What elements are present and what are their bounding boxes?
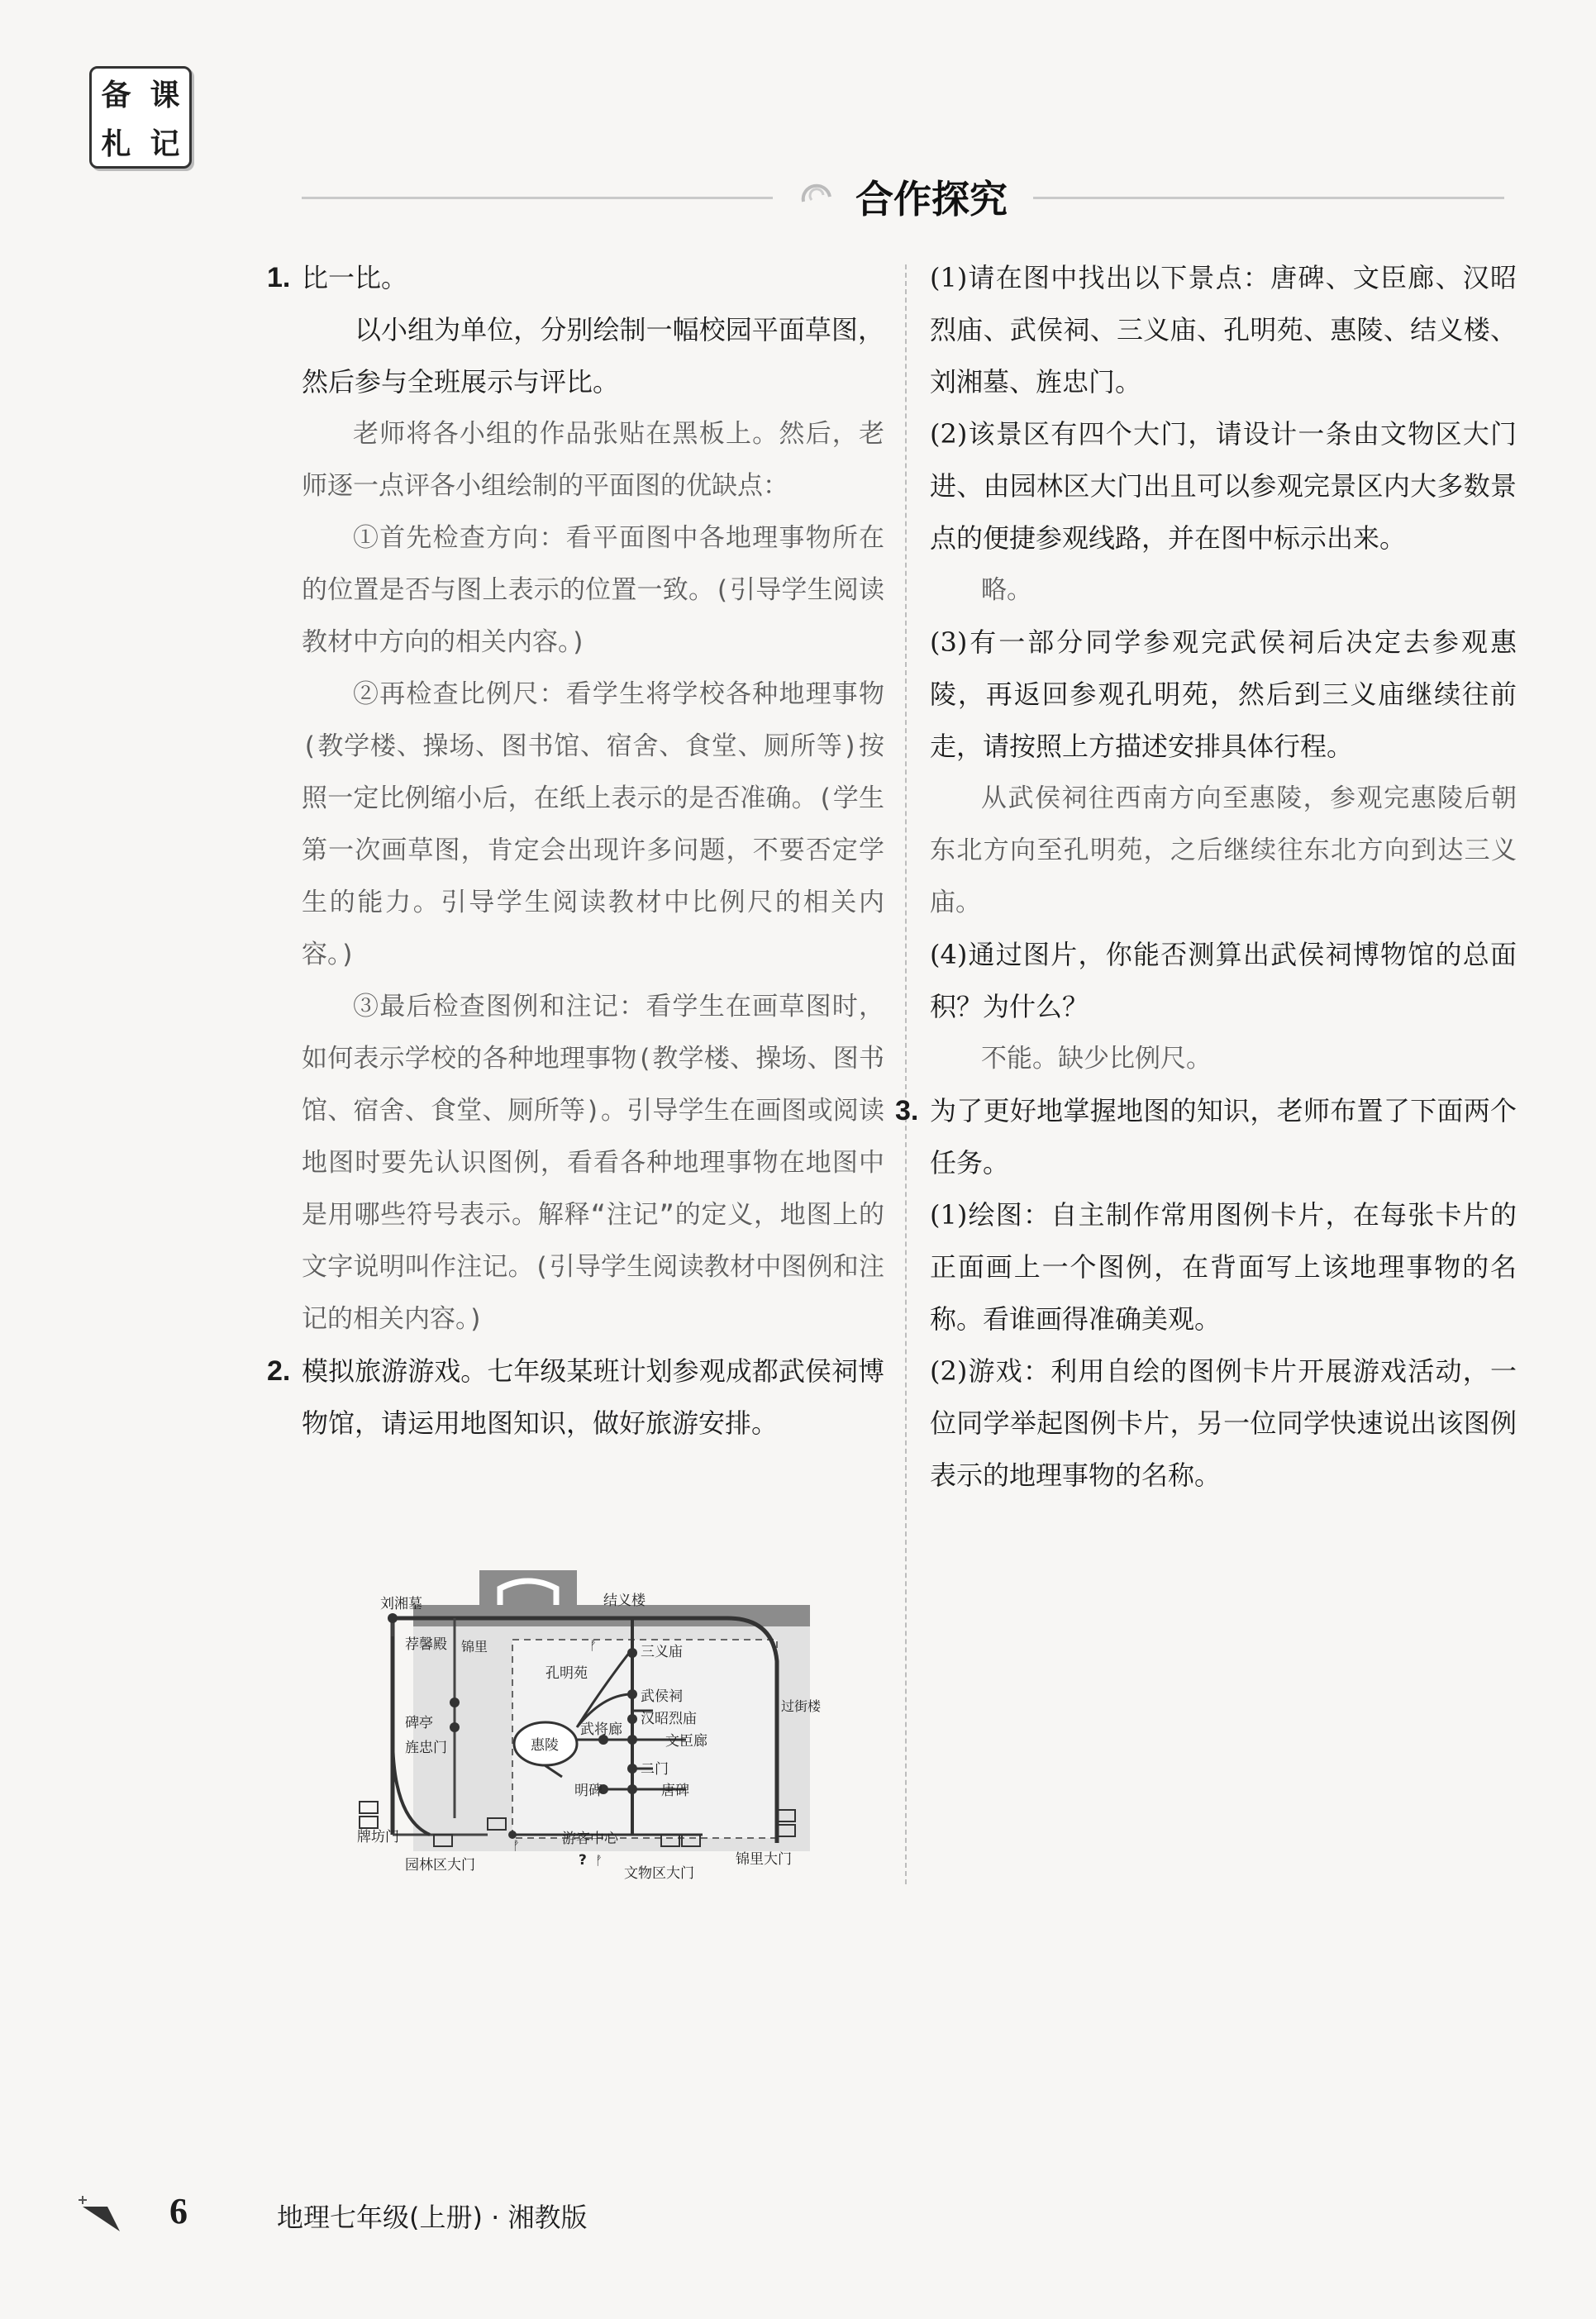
answer-text: ③最后检查图例和注记：看学生在画草图时，如何表示学校的各种地理事物(教学楼、操场、图书馆、宿舍、食堂、厕所等)。引导学生在画图或阅读地图时要先认识图例，看看各种地理事物在地图中是用哪些符号表示。解释“注记”的定义，地图上的文字说明叫作注记。(引导学生阅读教材中图例和注记的相关内容。) [302,992,884,1334]
lesson-notes-badge [89,66,192,169]
map-label: 武将廊 [580,1721,622,1738]
map-label: 惠陵 [531,1737,559,1754]
map-label: 三义庙 [641,1644,683,1660]
subquestion: (1)请在图中找出以下景点：唐碑、文臣廊、汉昭烈庙、武侯祠、三义庙、孔明苑、惠陵、结义楼、刘湘墓、旌忠门。 [930,262,1517,398]
swirl-icon [795,177,845,210]
map-label: 锦里大门 [736,1851,792,1868]
badge-char: 课 [150,79,180,112]
map-label: 二门 [641,1761,669,1778]
question-number: 1. [267,262,291,293]
subquestion: (2)游戏：利用自绘的图例卡片开展游戏活动，一位同学举起图例卡片，另一位同学快速说出该图例表示的地理事物的名称。 [930,1355,1517,1491]
map-label: 结义楼 [603,1593,646,1609]
map-label: 唐碑 [661,1783,689,1799]
map-label: 旌忠门 [405,1740,447,1756]
map-label: 孔明苑 [545,1665,588,1682]
page-number: 6 [169,2191,188,2231]
corner-ornament-icon [74,2190,132,2240]
map-label: 园林区大门 [405,1857,475,1874]
question-title: 比一比。 [302,262,408,293]
info-icon: ? [579,1852,587,1869]
answer-text: 老师将各小组的作品张贴在黑板上。然后，老师逐一点评各小组绘制的平面图的优缺点： [302,419,884,501]
gate-icon [360,1817,378,1828]
question-body: 为了更好地掌握地图的知识，老师布置了下面两个任务。 [930,1095,1517,1179]
question-body: 模拟旅游游戏。七年级某班计划参观成都武侯祠博物馆，请运用地图知识，做好旅游安排。 [302,1355,884,1439]
map-label: 武侯祠 [641,1688,683,1705]
question-body: 以小组为单位，分别绘制一幅校园平面草图，然后参与全班展示与评比。 [302,314,884,398]
left-column [267,252,884,1450]
header-rule-right [1033,197,1504,199]
map-label: 文物区大门 [624,1865,694,1880]
map-label: 汉昭烈庙 [641,1711,697,1727]
right-column [895,252,1517,1502]
map-label: 刘湘墓 [380,1596,422,1612]
wuhouci-map [355,1570,831,1880]
map-label: 荐馨殿 [405,1636,447,1653]
subquestion: (4)通过图片，你能否测算出武侯祠博物馆的总面积？为什么？ [930,939,1517,1022]
question-2 [267,1345,884,1450]
subquestion: (1)绘图：自主制作常用图例卡片，在每张卡片的正面画上一个图例，在背面写上该地理事物的名称。看谁画得准确美观。 [930,1199,1517,1335]
header-rule-left [302,197,773,199]
answer-text: ①首先检查方向：看平面图中各地理事物所在的位置是否与图上表示的位置一致。(引导学生阅读教材中方向的相关内容。) [302,523,884,657]
subquestion: (3)有一部分同学参观完武侯祠后决定去参观惠陵，再返回参观孔明苑，然后到三义庙继续往前走，请按照上方描述安排具体行程。 [930,626,1517,762]
question-number: 3. [895,1095,919,1126]
map-label: 锦里 [461,1639,488,1655]
book-title: 地理七年级(上册) · 湘教版 [277,2202,588,2233]
badge-char: 札 [101,127,131,161]
map-label: 牌坊门 [357,1829,399,1845]
gate-icon [360,1802,378,1813]
answer-text: 不能。缺少比例尺。 [981,1044,1212,1074]
toilet-icon: ᚡ [512,1838,521,1853]
subquestion: (2)该景区有四个大门，请设计一条由文物区大门进、由园林区大门出且可以参观完景区内大多数景点的便捷参观线路，并在图中标示出来。 [930,418,1517,554]
map-label: 过街楼 [781,1698,822,1714]
map-label: 碑亭 [405,1715,433,1731]
column-divider [905,264,907,1884]
badge-char: 备 [101,79,131,112]
toilet-icon: ᚡ [595,1853,603,1868]
toilet-icon: ᚡ [589,1638,598,1653]
map-label: 明碑 [574,1783,603,1799]
badge-char: 记 [150,127,180,161]
answer-text: 略。 [981,575,1032,605]
question-number: 2. [267,1355,291,1387]
section-title: 合作探究 [855,177,1008,221]
answer-text: 从武侯祠往西南方向至惠陵，参观完惠陵后朝东北方向至孔明苑，之后继续往东北方向到达三义庙。 [930,783,1517,917]
question-1 [267,252,884,1345]
map-label: 文臣廊 [665,1733,707,1750]
map-label: 游客中心 [562,1831,618,1847]
answer-text: ②再检查比例尺：看学生将学校各种地理事物(教学楼、操场、图书馆、宿舍、食堂、厕所等)按照一定比例缩小后，在纸上表示的是否准确。(学生第一次画草图，肯定会出现许多问题，不要否定学生的能力。引导学生阅读教材中比例尺的相关内容。) [302,679,884,969]
question-3 [895,1085,1517,1502]
